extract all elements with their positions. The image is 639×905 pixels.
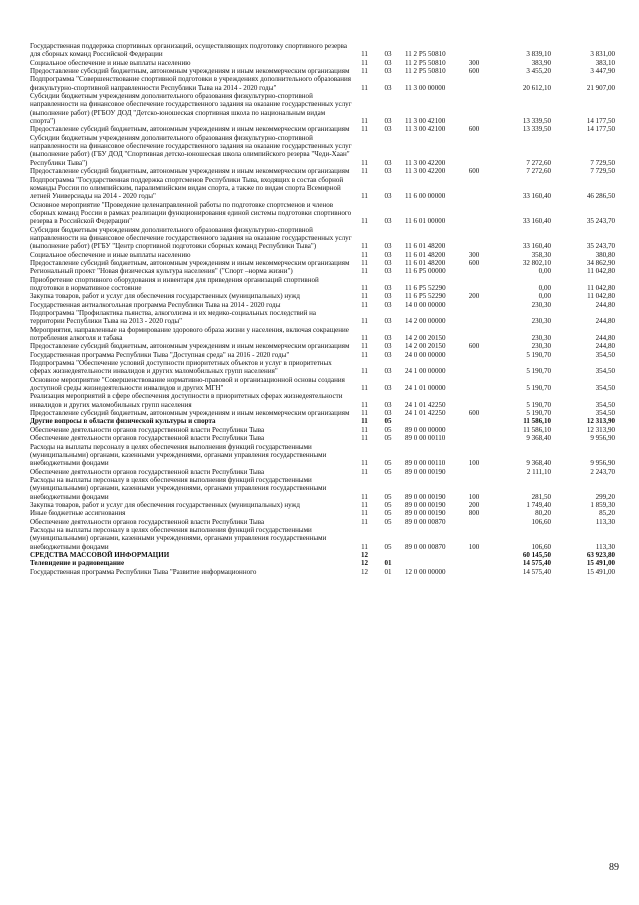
table-row (30, 92, 615, 125)
row-name: Закупка товаров, работ и услуг для обеспечения государственных (муниципальных) нужд (30, 292, 300, 301)
table-row (30, 201, 615, 226)
row-amount-year-2: 12 313,90 (586, 417, 615, 426)
row-amount-year-2: 354,50 (595, 367, 615, 376)
table-row (30, 559, 615, 567)
row-section: 11 (361, 250, 368, 259)
row-subsection: 05 (384, 417, 392, 426)
table-row (30, 443, 615, 468)
row-amount-year-1: 106,60 (531, 542, 551, 551)
row-amount-year-1: 14 575,40 (522, 567, 551, 576)
row-section: 11 (361, 509, 368, 518)
row-section: 11 (361, 517, 368, 526)
row-section: 11 (361, 459, 368, 468)
table-row (30, 309, 615, 326)
row-amount-year-1: 5 190,70 (526, 367, 551, 376)
row-expense-type: 600 (468, 67, 480, 76)
table-row (30, 59, 615, 67)
table-row (30, 468, 615, 476)
row-subsection: 03 (384, 300, 392, 309)
row-subsection: 01 (384, 559, 392, 568)
row-name: Государственная программа Республики Тыва "Доступная среда" на 2016 - 2020 годы" (30, 350, 290, 359)
table-row (30, 551, 615, 559)
row-target-article: 14 2 00 00000 (405, 317, 446, 326)
row-expense-type: 600 (468, 409, 480, 418)
row-amount-year-2: 14 177,50 (586, 125, 615, 134)
row-amount-year-1: 281,50 (531, 492, 551, 501)
row-target-article: 24 1 01 42250 (405, 409, 446, 418)
row-amount-year-1: 3 839,10 (526, 50, 551, 59)
row-name: Основное мероприятие "Совершенствование нормативно-правовой и организационной основы создания доступной среды жизнедеятельности инвалидов и других МГН" (30, 375, 345, 393)
row-expense-type: 300 (468, 58, 480, 67)
row-target-article: 11 6 01 48200 (405, 258, 446, 267)
row-name: Мероприятия, направленные на формирование здорового образа жизни у населения, включая сокращение потребления алкоголя и табака (30, 325, 349, 343)
row-amount-year-2: 11 042,80 (587, 283, 615, 292)
row-section: 12 (360, 567, 369, 576)
row-subsection: 03 (384, 258, 392, 267)
row-section: 11 (361, 334, 368, 343)
row-amount-year-2: 113,30 (595, 517, 615, 526)
row-amount-year-2: 3 831,00 (590, 50, 615, 59)
row-name: Реализация мероприятий в сфере обеспечения доступности в приоритетных сферах жизнедеятельности инвалидов и других маломобильных групп населения (30, 392, 343, 409)
row-target-article: 11 3 00 42200 (405, 158, 446, 167)
row-section: 11 (361, 217, 368, 226)
row-section: 11 (361, 58, 368, 67)
row-target-article: 11 2 P5 50810 (405, 58, 446, 67)
row-expense-type: 100 (468, 492, 480, 501)
table-row (30, 518, 615, 526)
row-section: 11 (361, 492, 368, 501)
row-name: Подпрограмма "Совершенствование спортивной подготовки в учреждениях дополнительного образования физкультурно-спортивной направленности Республики Тыва на 2014 - 2020 годы" (30, 75, 351, 92)
row-subsection: 03 (384, 167, 392, 176)
row-target-article: 11 3 00 00000 (405, 83, 446, 92)
row-name: Телевидение и радиовещание (30, 559, 125, 568)
row-subsection: 03 (384, 409, 392, 418)
row-subsection: 03 (384, 267, 392, 276)
row-amount-year-2: 113,30 (595, 542, 615, 551)
row-amount-year-1: 3 455,20 (526, 67, 551, 76)
row-name: Другие вопросы в области физической культуры и спорта (30, 417, 216, 426)
row-target-article: 11 3 00 42100 (405, 117, 446, 126)
row-amount-year-1: 0,00 (538, 267, 551, 276)
row-name: Социальное обеспечение и иные выплаты населению (30, 58, 191, 67)
row-expense-type: 600 (468, 342, 480, 351)
table-row (30, 568, 615, 576)
row-target-article: 11 6 P5 00000 (405, 267, 446, 276)
row-amount-year-2: 63 923,80 (586, 550, 615, 559)
row-section: 11 (361, 384, 368, 393)
row-name: Расходы на выплаты персоналу в целях обеспечения выполнения функций государственными (муниципальными) органами, казенными учреждениями, органами управления государственными внебюджетными фондами (30, 475, 327, 501)
row-amount-year-1: 11 586,10 (523, 417, 551, 426)
row-name: Подпрограмма "Государственная поддержка спортсменов Республики Тыва, входящих в состав сборной команды России по олимпийским, паралимпийским видам спорта, а также по видам спорта Всемирной летней Универсиады на 2014 - 2020 годы" (30, 175, 344, 201)
row-target-article: 14 2 00 20150 (405, 334, 446, 343)
row-target-article: 89 0 00 00870 (405, 517, 446, 526)
table-row (30, 167, 615, 175)
table-row (30, 351, 615, 359)
table-row (30, 476, 615, 501)
row-name: Предоставление субсидий бюджетным, автономным учреждениям и иным некоммерческим организациям (30, 167, 350, 176)
row-subsection: 05 (384, 492, 392, 501)
table-row (30, 301, 615, 309)
row-expense-type: 200 (468, 500, 480, 509)
row-section: 11 (361, 50, 368, 59)
row-subsection: 03 (384, 250, 392, 259)
row-subsection: 03 (384, 350, 392, 359)
row-section: 12 (360, 559, 369, 568)
row-target-article: 12 0 00 00000 (405, 567, 446, 576)
row-amount-year-1: 5 190,70 (526, 350, 551, 359)
row-amount-year-2: 35 243,70 (586, 217, 615, 226)
budget-table (30, 42, 615, 576)
row-subsection: 03 (384, 67, 392, 76)
table-row (30, 326, 615, 343)
row-amount-year-1: 5 190,70 (526, 384, 551, 393)
row-section: 11 (361, 400, 368, 409)
row-amount-year-1: 20 612,10 (522, 83, 551, 92)
row-amount-year-1: 0,00 (538, 292, 551, 301)
row-expense-type: 800 (468, 509, 480, 518)
row-section: 11 (361, 242, 368, 251)
row-amount-year-1: 383,90 (531, 58, 551, 67)
row-amount-year-1: 13 339,50 (522, 125, 551, 134)
row-section: 11 (361, 283, 368, 292)
row-amount-year-1: 14 575,40 (522, 559, 551, 568)
row-target-article: 89 0 00 00110 (405, 459, 446, 468)
row-subsection: 03 (384, 384, 392, 393)
row-name: Предоставление субсидий бюджетным, автономным учреждениям и иным некоммерческим организациям (30, 342, 350, 351)
table-row (30, 176, 615, 201)
row-amount-year-1: 1 749,40 (526, 500, 551, 509)
row-target-article: 11 2 P5 50810 (405, 67, 446, 76)
table-row (30, 392, 615, 409)
row-name: Обеспечение деятельности органов государственной власти Республики Тыва (30, 517, 265, 526)
row-subsection: 03 (384, 292, 392, 301)
table-row (30, 276, 615, 293)
row-name: Субсидии бюджетным учреждениям дополнительного образования физкультурно-спортивной направленности на финансовое обеспечение государственного задания на оказание государственных услуг (выполнение работ) (ГБУ ДОД "Спортивная детско-юношеская школа олимпийского резерва "Чеди-Хаан" Республики Тыва") (30, 133, 352, 167)
row-amount-year-2: 35 243,70 (586, 242, 615, 251)
row-amount-year-2: 244,80 (595, 300, 615, 309)
table-row (30, 42, 615, 59)
row-target-article: 14 2 00 20150 (405, 342, 446, 351)
table-row (30, 259, 615, 267)
row-name: Обеспечение деятельности органов государственной власти Республики Тыва (30, 467, 265, 476)
row-amount-year-1: 33 160,40 (522, 242, 551, 251)
row-subsection: 05 (384, 434, 392, 443)
row-target-article: 14 0 00 00000 (405, 300, 446, 309)
row-target-article: 24 1 00 00000 (405, 367, 446, 376)
row-target-article: 24 1 01 00000 (405, 384, 446, 393)
row-amount-year-1: 230,30 (531, 317, 551, 326)
row-name: Предоставление субсидий бюджетным, автономным учреждениям и иным некоммерческим организациям (30, 409, 350, 418)
row-amount-year-1: 2 111,10 (526, 467, 551, 476)
row-target-article: 11 3 00 42100 (405, 125, 446, 134)
row-name: Предоставление субсидий бюджетным, автономным учреждениям и иным некоммерческим организациям (30, 125, 350, 134)
table-row (30, 226, 615, 251)
row-amount-year-2: 14 177,50 (586, 117, 615, 126)
row-amount-year-2: 11 042,80 (587, 292, 615, 301)
row-name: Социальное обеспечение и иные выплаты населению (30, 250, 191, 259)
table-row (30, 409, 615, 417)
row-amount-year-2: 11 042,80 (587, 267, 615, 276)
table-row (30, 426, 615, 434)
row-target-article: 11 6 01 48200 (405, 242, 446, 251)
row-amount-year-2: 7 729,50 (590, 158, 615, 167)
row-amount-year-2: 383,10 (595, 58, 615, 67)
table-row (30, 75, 615, 92)
row-name: СРЕДСТВА МАССОВОЙ ИНФОРМАЦИИ (30, 550, 170, 559)
row-expense-type: 100 (468, 459, 480, 468)
row-expense-type: 600 (468, 167, 480, 176)
table-row (30, 417, 615, 425)
row-amount-year-1: 32 802,10 (522, 258, 551, 267)
row-section: 11 (361, 434, 368, 443)
row-name: Государственная антиалкогольная программа Республики Тыва на 2014 - 2020 годы (30, 300, 281, 309)
row-amount-year-2: 354,50 (595, 400, 615, 409)
table-row (30, 292, 615, 300)
row-amount-year-1: 5 190,70 (526, 409, 551, 418)
row-section: 11 (361, 350, 368, 359)
row-expense-type: 600 (468, 125, 480, 134)
row-section: 11 (361, 425, 368, 434)
row-name: Закупка товаров, работ и услуг для обеспечения государственных (муниципальных) нужд (30, 500, 300, 509)
row-target-article: 89 0 00 00190 (405, 492, 446, 501)
row-target-article: 89 0 00 00110 (405, 434, 446, 443)
row-target-article: 11 3 00 42200 (405, 167, 446, 176)
row-subsection: 01 (384, 567, 392, 576)
row-amount-year-2: 15 491,00 (586, 559, 615, 568)
row-section: 11 (361, 117, 368, 126)
row-section: 11 (361, 67, 368, 76)
row-amount-year-1: 7 272,60 (526, 158, 551, 167)
row-subsection: 05 (384, 509, 392, 518)
row-subsection: 03 (384, 125, 392, 134)
row-amount-year-2: 354,50 (595, 350, 615, 359)
row-section: 11 (361, 367, 368, 376)
row-amount-year-2: 12 313,90 (586, 425, 615, 434)
row-amount-year-2: 34 862,90 (586, 258, 615, 267)
row-amount-year-1: 106,60 (531, 517, 551, 526)
row-section: 11 (361, 542, 368, 551)
row-name: Субсидии бюджетным учреждениям дополнительного образования физкультурно-спортивной направленности на финансовое обеспечение государственного задания на оказание государственных услуг (выполнение работ) (РГБУ "Центр спортивной подготовки сборных команд Республики Тыва") (30, 225, 352, 251)
row-amount-year-2: 1 859,30 (590, 500, 615, 509)
row-target-article: 24 0 00 00000 (405, 350, 446, 359)
row-name: Основное мероприятие "Проведение целенаправленной работы по подготовке спортсменов и членов сборных команд России в рамках реализации функционирования единой системы подготовки спортивного резерва в Российской Федерации" (30, 200, 352, 226)
row-section: 11 (361, 258, 368, 267)
row-section: 11 (361, 409, 368, 418)
row-name: Подпрограмма "Профилактика пьянства, алкоголизма и их медико-социальных последствий на территории Республики Тыва на 2013 - 2020 годы" (30, 309, 317, 326)
table-row (30, 501, 615, 509)
row-amount-year-1: 9 368,40 (526, 434, 551, 443)
row-amount-year-1: 7 272,60 (526, 167, 551, 176)
row-amount-year-1: 80,20 (535, 509, 551, 518)
row-subsection: 03 (384, 58, 392, 67)
row-section: 11 (361, 317, 368, 326)
row-amount-year-2: 15 491,00 (586, 567, 615, 576)
row-section: 11 (361, 467, 368, 476)
row-amount-year-1: 60 145,50 (522, 550, 551, 559)
row-name: Государственная поддержка спортивных организаций, осуществляющих подготовку спортивного резерва для сборных команд Российской Федерации (30, 42, 348, 59)
row-subsection: 03 (384, 50, 392, 59)
table-row (30, 134, 615, 167)
row-name: Региональный проект "Новая физическая культура населения" ("Спорт –норма жизни") (30, 267, 293, 276)
row-amount-year-2: 354,50 (595, 409, 615, 418)
row-subsection: 03 (384, 367, 392, 376)
row-target-article: 11 6 P5 52290 (405, 292, 446, 301)
row-name: Обеспечение деятельности органов государственной власти Республики Тыва (30, 425, 265, 434)
row-subsection: 03 (384, 83, 392, 92)
table-row (30, 125, 615, 133)
row-amount-year-1: 13 339,50 (522, 117, 551, 126)
row-subsection: 03 (384, 334, 392, 343)
row-subsection: 05 (384, 467, 392, 476)
table-row (30, 342, 615, 350)
row-amount-year-1: 5 190,70 (526, 400, 551, 409)
row-amount-year-1: 33 160,40 (522, 217, 551, 226)
row-subsection: 03 (384, 400, 392, 409)
row-amount-year-1: 230,30 (531, 342, 551, 351)
table-row (30, 376, 615, 393)
row-amount-year-1: 9 368,40 (526, 459, 551, 468)
row-name: Приобретение спортивного оборудования и инвентаря для приведения организаций спортивной подготовки в нормативное состояние (30, 275, 319, 292)
row-section: 11 (361, 500, 368, 509)
table-row (30, 509, 615, 517)
table-row (30, 526, 615, 551)
row-amount-year-2: 354,50 (595, 384, 615, 393)
row-section: 11 (361, 167, 368, 176)
row-amount-year-2: 3 447,90 (590, 67, 615, 76)
row-amount-year-2: 46 286,50 (586, 192, 615, 201)
row-target-article: 89 0 00 00190 (405, 467, 446, 476)
table-row (30, 67, 615, 75)
row-name: Субсидии бюджетным учреждениям дополнительного образования физкультурно-спортивной направленности на финансовое обеспечение государственного задания на оказание государственных услуг (выполнение работ) (РГБОУ ДОД "Детско-юношеская спортивная школа по национальным видам спорта") (30, 92, 352, 126)
row-target-article: 11 6 01 48200 (405, 250, 446, 259)
row-target-article: 11 2 P5 50810 (405, 50, 446, 59)
row-section: 11 (361, 125, 368, 134)
row-target-article: 11 6 01 00000 (405, 217, 446, 226)
table-row (30, 251, 615, 259)
row-section: 11 (361, 267, 368, 276)
row-name: Обеспечение деятельности органов государственной власти Республики Тыва (30, 434, 265, 443)
row-subsection: 03 (384, 217, 392, 226)
row-target-article: 24 1 01 42250 (405, 400, 446, 409)
row-amount-year-1: 230,30 (531, 334, 551, 343)
row-subsection: 03 (384, 283, 392, 292)
row-amount-year-2: 7 729,50 (590, 167, 615, 176)
row-expense-type: 100 (468, 542, 480, 551)
row-amount-year-2: 9 956,90 (590, 434, 615, 443)
row-section: 12 (360, 550, 369, 559)
table-row (30, 267, 615, 275)
row-expense-type: 600 (468, 258, 480, 267)
row-subsection: 03 (384, 192, 392, 201)
row-target-article: 11 6 P5 52290 (405, 283, 446, 292)
row-target-article: 89 0 00 00870 (405, 542, 446, 551)
row-name: Расходы на выплаты персоналу в целях обеспечения выполнения функций государственными (муниципальными) органами, казенными учреждениями, органами управления государственными внебюджетными фондами (30, 442, 327, 468)
row-section: 11 (361, 292, 368, 301)
row-amount-year-1: 230,30 (531, 300, 551, 309)
row-expense-type: 200 (468, 292, 480, 301)
row-subsection: 05 (384, 459, 392, 468)
row-name: Предоставление субсидий бюджетным, автономным учреждениям и иным некоммерческим организациям (30, 67, 350, 76)
row-name: Расходы на выплаты персоналу в целях обеспечения выполнения функций государственными (муниципальными) органами, казенными учреждениями, органами управления государственными внебюджетными фондами (30, 525, 327, 551)
row-target-article: 89 0 00 00190 (405, 509, 446, 518)
row-amount-year-1: 11 586,10 (523, 425, 551, 434)
row-amount-year-1: 0,00 (538, 283, 551, 292)
row-subsection: 03 (384, 317, 392, 326)
row-section: 11 (361, 192, 368, 201)
row-subsection: 03 (384, 158, 392, 167)
row-section: 11 (361, 342, 368, 351)
row-section: 11 (361, 158, 368, 167)
row-section: 11 (361, 83, 368, 92)
page-number: 89 (609, 862, 619, 873)
row-amount-year-2: 380,80 (595, 250, 615, 259)
row-amount-year-2: 9 956,90 (590, 459, 615, 468)
table-row (30, 434, 615, 442)
row-amount-year-1: 33 160,40 (522, 192, 551, 201)
row-subsection: 05 (384, 500, 392, 509)
row-name: Предоставление субсидий бюджетным, автономным учреждениям и иным некоммерческим организациям (30, 258, 350, 267)
row-amount-year-2: 2 243,70 (590, 467, 615, 476)
row-target-article: 89 0 00 00000 (405, 425, 446, 434)
row-subsection: 03 (384, 117, 392, 126)
row-name: Государственная программа Республики Тыва "Развитие информационного (30, 567, 257, 576)
row-subsection: 05 (384, 517, 392, 526)
row-section: 11 (361, 300, 368, 309)
row-expense-type: 300 (468, 250, 480, 259)
row-amount-year-2: 244,80 (595, 342, 615, 351)
row-target-article: 11 6 00 00000 (405, 192, 446, 201)
row-amount-year-2: 244,80 (595, 317, 615, 326)
row-amount-year-2: 85,20 (599, 509, 615, 518)
row-name: Иные бюджетные ассигнования (30, 509, 126, 518)
row-subsection: 03 (384, 242, 392, 251)
row-name: Подпрограмма "Обеспечение условий доступности приоритетных объектов и услуг в приоритетных сферах жизнедеятельности инвалидов и других маломобильных групп населения" (30, 359, 332, 376)
row-amount-year-1: 358,30 (531, 250, 551, 259)
row-amount-year-2: 21 907,00 (586, 83, 615, 92)
table-row (30, 359, 615, 376)
row-amount-year-2: 244,80 (595, 334, 615, 343)
row-subsection: 05 (384, 425, 392, 434)
row-subsection: 03 (384, 342, 392, 351)
row-section: 11 (361, 417, 368, 426)
row-target-article: 89 0 00 00190 (405, 500, 446, 509)
row-amount-year-2: 299,20 (595, 492, 615, 501)
row-subsection: 05 (384, 542, 392, 551)
